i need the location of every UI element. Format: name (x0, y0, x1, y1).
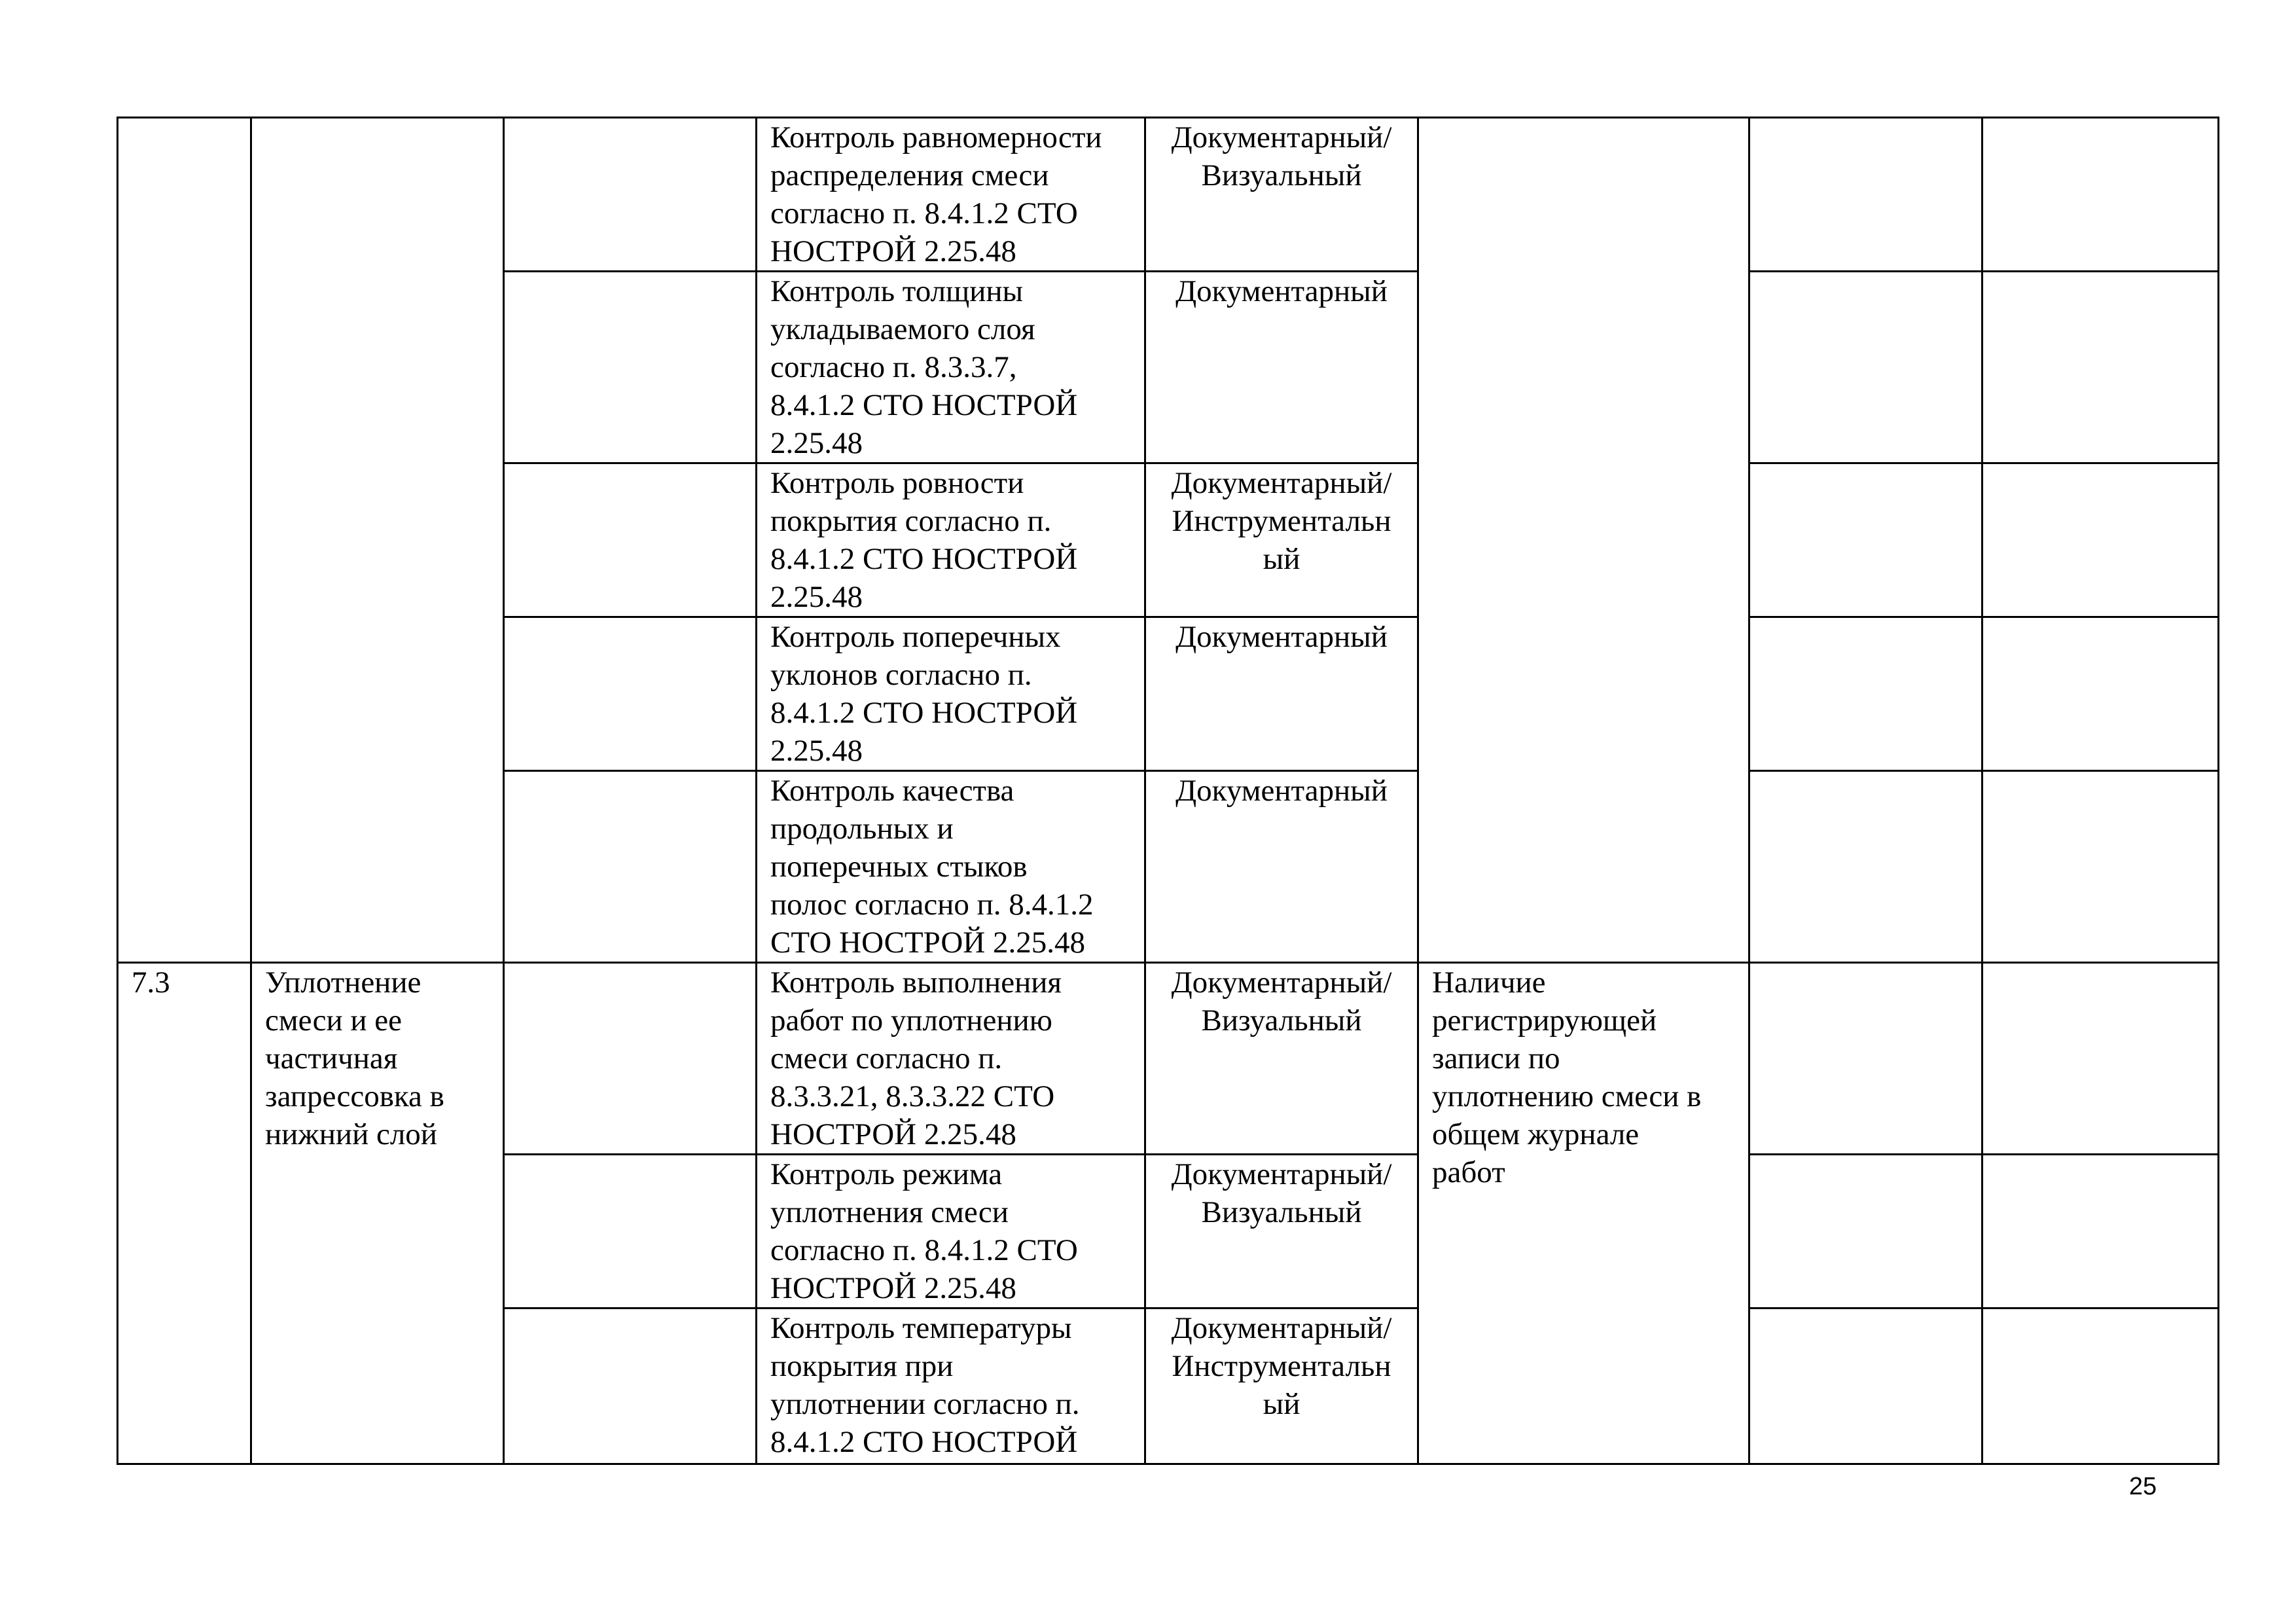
empty-cell (504, 1308, 757, 1464)
empty-cell (1749, 771, 1982, 963)
empty-cell (1982, 118, 2219, 272)
method-cell: Документарный/ Инструментальн ый (1145, 1308, 1418, 1464)
method-cell: Документарный (1145, 771, 1418, 963)
empty-cell (504, 118, 757, 272)
table-row (118, 118, 2219, 272)
empty-cell (504, 617, 757, 771)
empty-cell (504, 1155, 757, 1308)
control-cell: Контроль поперечных уклонов согласно п. 8.4.1.2 СТО НОСТРОЙ 2.25.48 (757, 617, 1145, 771)
table-row (118, 963, 2219, 1155)
control-table (117, 117, 2219, 1465)
control-cell: Контроль равномерности распределения смеси согласно п. 8.4.1.2 СТО НОСТРОЙ 2.25.48 (757, 118, 1145, 272)
empty-cell (1749, 463, 1982, 617)
method-cell: Документарный/ Визуальный (1145, 963, 1418, 1155)
empty-cell (1749, 1308, 1982, 1464)
control-cell: Контроль качества продольных и поперечных стыков полос согласно п. 8.4.1.2 СТО НОСТРОЙ 2.25.48 (757, 771, 1145, 963)
control-cell: Контроль ровности покрытия согласно п. 8.4.1.2 СТО НОСТРОЙ 2.25.48 (757, 463, 1145, 617)
page-number: 25 (2128, 1473, 2157, 1500)
empty-cell (504, 771, 757, 963)
empty-cell (504, 963, 757, 1155)
method-cell: Документарный/ Визуальный (1145, 1155, 1418, 1308)
empty-cell (504, 272, 757, 463)
empty-cell (1749, 617, 1982, 771)
method-cell: Документарный/ Визуальный (1145, 118, 1418, 272)
control-cell: Контроль толщины укладываемого слоя согласно п. 8.3.3.7, 8.4.1.2 СТО НОСТРОЙ 2.25.48 (757, 272, 1145, 463)
empty-cell (1749, 118, 1982, 272)
method-cell: Документарный (1145, 617, 1418, 771)
note-cell-empty (1418, 118, 1749, 963)
empty-cell (1749, 963, 1982, 1155)
empty-cell (1982, 963, 2219, 1155)
empty-cell (1749, 1155, 1982, 1308)
empty-cell (1982, 1155, 2219, 1308)
stage-name-cell-empty (251, 118, 504, 963)
empty-cell (1982, 463, 2219, 617)
method-cell: Документарный (1145, 272, 1418, 463)
stage-name: Уплотнение смеси и ее частичная запрессовка в нижний слой (251, 963, 504, 1464)
empty-cell (504, 463, 757, 617)
section-number-cell-empty (118, 118, 251, 963)
method-cell: Документарный/ Инструментальн ый (1145, 463, 1418, 617)
control-cell: Контроль режима уплотнения смеси согласно п. 8.4.1.2 СТО НОСТРОЙ 2.25.48 (757, 1155, 1145, 1308)
empty-cell (1982, 771, 2219, 963)
empty-cell (1982, 617, 2219, 771)
empty-cell (1982, 272, 2219, 463)
section-number: 7.3 (118, 963, 251, 1464)
control-cell: Контроль выполнения работ по уплотнению смеси согласно п. 8.3.3.21, 8.3.3.22 СТО НОСТРОЙ 2.25.48 (757, 963, 1145, 1155)
note-cell: Наличие регистрирующей записи по уплотнению смеси в общем журнале работ (1418, 963, 1749, 1464)
empty-cell (1749, 272, 1982, 463)
empty-cell (1982, 1308, 2219, 1464)
control-cell: Контроль температуры покрытия при уплотнении согласно п. 8.4.1.2 СТО НОСТРОЙ (757, 1308, 1145, 1464)
